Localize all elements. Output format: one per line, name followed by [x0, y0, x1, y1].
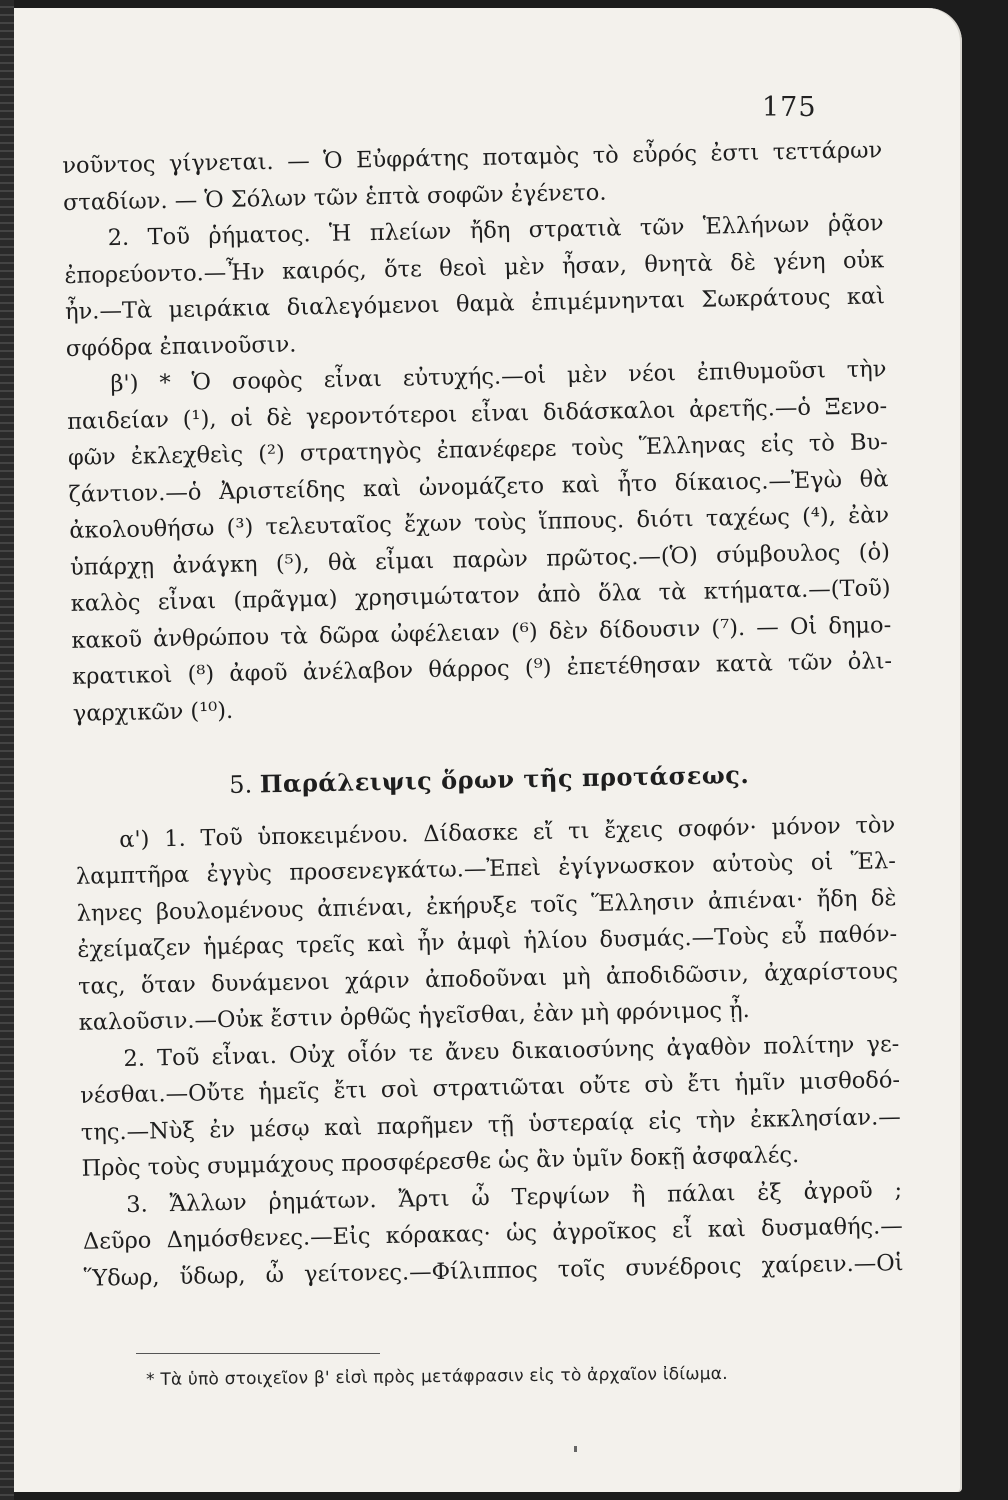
text-line: β') * Ὁ σοφὸς εἶναι εὐτυχής.—οἱ μὲν νέοι ἐπιθυμοῦσι τὴν	[110, 356, 887, 398]
text-line: λαμπτῆρα ἐγγὺς προσενεγκάτω.—Ἐπεὶ ἐγίγνωσκον αὐτοὺς οἱ Ἕλ-	[75, 848, 897, 890]
page-number: 175	[762, 92, 817, 123]
section-body	[75, 807, 904, 1297]
text-line: της.—Νὺξ ἐν μέσῳ καὶ παρῆμεν τῇ ὑστεραίᾳ εἰς τὴν ἐκκλησίαν.—	[80, 1103, 901, 1146]
text-line: φῶν ἐκλεχθεὶς (²) στρατηγὸς ἐπανέφερε τοὺς Ἕλληνας εἰς τὸ Βυ-	[67, 429, 889, 471]
text-line: ἦν.—Τὰ μειράκια διαλεγόμενοι θαμὰ ἐπιμέμνηνται Σωκράτους καὶ	[64, 283, 886, 325]
text-line: ἐχείμαζεν ἡμέρας τρεῖς καὶ ἦν ἀμφὶ ἡλίου δυσμάς.—Τοὺς εὖ παθόν-	[77, 921, 898, 963]
section-number: 5.	[229, 770, 253, 799]
book-page	[14, 8, 962, 1492]
text-line: παιδείαν (¹), οἱ δὲ γεροντότεροι εἶναι διδάσκαλοι ἀρετῆς.—ὁ Ξενο-	[67, 392, 888, 435]
text-line: ἀκολουθήσω (³) τελευταῖος ἔχων τοὺς ἵππους. διότι ταχέως (⁴), ἐὰν	[69, 502, 890, 544]
text-line: 3. Ἄλλων ῥημάτων. Ἄρτι ὦ Τερψίων ἢ πάλαι ἐξ ἀγροῦ ;	[126, 1176, 903, 1218]
text-line: νοῦντος γίγνεται. — Ὁ Εὐφράτης ποταμὸς τὸ εὖρός ἐστι τεττάρων	[62, 137, 883, 179]
section-title: Παράλειψις ὅρων τῆς προτάσεως.	[259, 759, 750, 799]
text-line: ληνες βουλομένους ἀπιέναι, ἐκήρυξε τοῖς Ἕλλησιν ἀπιέναι· ἤδη δὲ	[76, 884, 897, 927]
text-line: καλοῦσιν.—Οὐκ ἔστιν ὀρθῶς ἡγεῖσθαι, ἐὰν μὴ φρόνιμος ᾖ.	[78, 996, 751, 1036]
text-line: Πρὸς τοὺς συμμάχους προσφέρεσθε ὡς ἂν ὑμῖν δοκῇ ἀσφαλές.	[81, 1142, 800, 1182]
text-line: γαρχικῶν (¹⁰).	[72, 697, 234, 727]
text-line: Δεῦρο Δημόσθενες.—Εἰς κόρακας· ὡς ἀγροῖκος εἶ καὶ δυσμαθής.—	[82, 1213, 904, 1255]
text-line: τας, ὅταν δυνάμενοι χάριν ἀποδοῦναι μὴ ἀποδιδῶσιν, ἀχαρίστους	[77, 957, 899, 1000]
text-line: Ὕδωρ, ὕδωρ, ὦ γείτονες.—Φίλιππος τοῖς συνέδροις χαίρειν.—Οἱ	[83, 1249, 904, 1292]
text-line: σφόδρα ἐπαινοῦσιν.	[65, 331, 297, 362]
text-line: 2. Τοῦ εἶναι. Οὐχ οἷόν τε ἄνευ δικαιοσύνης ἀγαθὸν πολίτην γε-	[123, 1030, 900, 1072]
text-line: ζάντιον.—ὁ Ἀριστείδης καὶ ὠνομάζετο καὶ ἦτο δίκαιος.—Ἐγὼ θὰ	[68, 465, 889, 508]
book-binding-edge	[0, 0, 14, 1500]
footnote-divider	[136, 1353, 380, 1354]
page-body	[62, 132, 904, 1297]
print-mark	[574, 1446, 577, 1452]
text-line: κακοῦ ἀνθρώπου τὰ δῶρα ὠφέλειαν (⁶) δὲν δίδουσιν (⁷). — Οἱ δημο-	[71, 611, 892, 654]
text-line: α') 1. Τοῦ ὑποκειμένου. Δίδασκε εἴ τι ἔχεις σοφόν· μόνον τὸν	[119, 811, 896, 853]
text-line: 2. Τοῦ ῥήματος. Ἡ πλείων ἤδη στρατιὰ τῶν Ἑλλήνων ῥᾷον	[107, 210, 884, 252]
text-line: σταδίων. — Ὁ Σόλων τῶν ἑπτὰ σοφῶν ἐγένετο.	[62, 179, 607, 216]
text-line: ὑπάρχῃ ἀνάγκη (⁵), θὰ εἶμαι παρὼν πρῶτος.—(Ὁ) σύμβουλος (ὁ)	[69, 538, 891, 581]
text-line: νέσθαι.—Οὔτε ἡμεῖς ἔτι σοὶ στρατιῶται οὔτε σὺ ἔτι ἡμῖν μισθοδό-	[79, 1067, 901, 1109]
footnote: * Τὰ ὑπὸ στοιχεῖον β' εἰσὶ πρὸς μετάφρασιν εἰς τὸ ἀρχαῖον ἰδίωμα.	[146, 1363, 728, 1390]
text-line: κρατικοὶ (⁸) ἀφοῦ ἀνέλαβον θάρρος (⁹) ἐπετέθησαν κατὰ τῶν ὀλι-	[71, 648, 893, 690]
text-line: ἐπορεύοντο.—Ἦν καιρός, ὅτε θεοὶ μὲν ἦσαν, θνητὰ δὲ γένη οὐκ	[64, 246, 885, 289]
text-line: καλὸς εἶναι (πρᾶγμα) χρησιμώτατον ἀπὸ ὅλα τὰ κτήματα.—(Τοῦ)	[70, 575, 891, 617]
